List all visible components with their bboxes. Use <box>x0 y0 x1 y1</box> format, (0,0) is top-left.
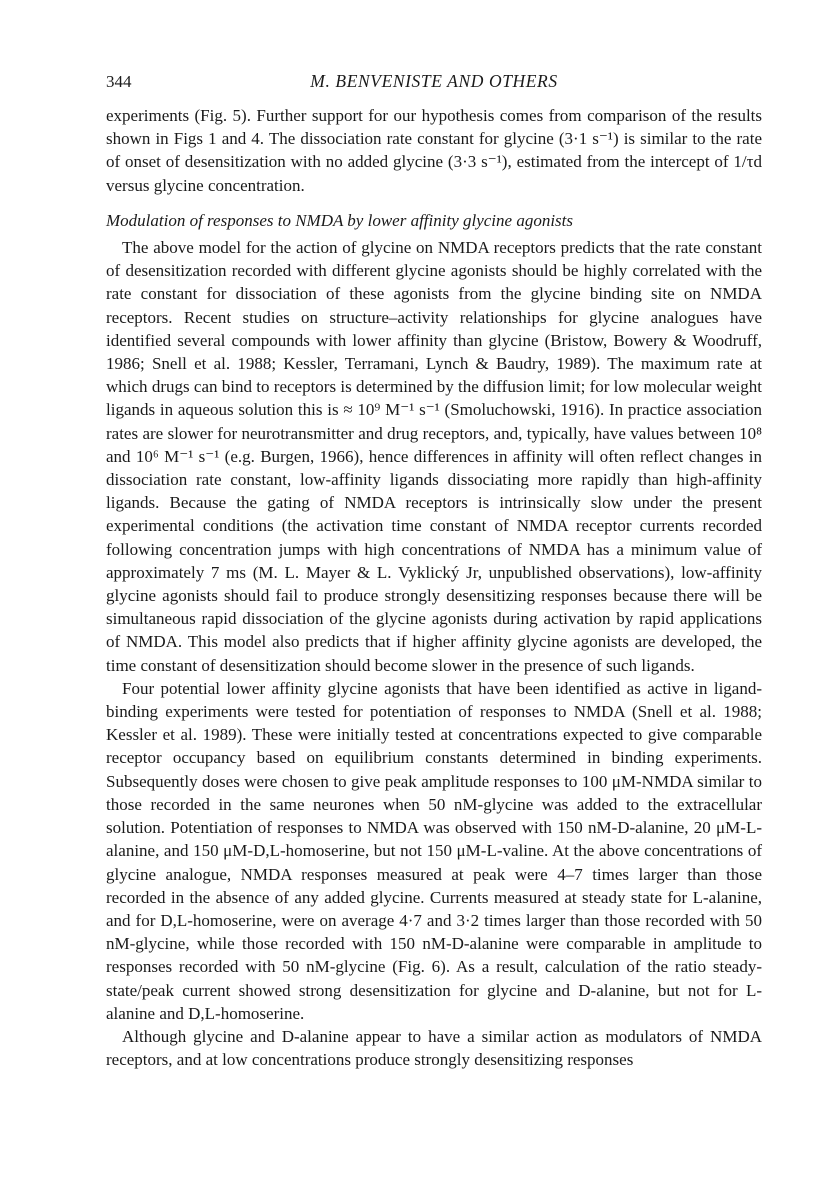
section-heading: Modulation of responses to NMDA by lower affinity glycine agonists <box>106 210 573 230</box>
paragraph-final: Although glycine and D-alanine appear to have a similar action as modulators of NMDA receptors, and at low concentrations produce strongly desensitizing responses <box>106 1026 762 1070</box>
paragraph-model: The above model for the action of glycine on NMDA receptors predicts that the rate constant of desensitization recorded with different glycine agonists should be highly correlated with the rate constant for dissociation of these agonists from the glycine binding site on NMDA receptors. Recent studies on structure–activity relationships for glycine analogues have identified several compounds with lower affinity than glycine (Bristow, Bowery & Woodruff, 1986; Snell et al. 1988; Kessler, Terramani, Lynch & Baudry, 1989). The maximum rate at which drugs can bind to receptors is determined by the diffusion limit; for low molecular weight ligands in aqueous solution this is ≈ 10⁹ M⁻¹ s⁻¹ (Smoluchowski, 1916). In practice association rates are slower for neurotransmitter and drug receptors, and, typically, have values between 10⁸ and 10⁶ M⁻¹ s⁻¹ (e.g. Burgen, 1966), hence differences in affinity will often reflect changes in dissociation rate constant, low-affinity ligands dissociating more rapidly than high-affinity ligands. Because the gating of NMDA receptors is intrinsically slow under the present experimental conditions (the activation time constant of NMDA receptor currents recorded following concentration jumps with high concentrations of NMDA has a minimum value of approximately 7 ms (M. L. Mayer & L. Vyklický Jr, unpublished observations), low-affinity glycine agonists should fail to produce strongly desensitizing responses because there will be simultaneous rapid dissociation of the glycine agonists during activation by rapid applications of NMDA. This model also predicts that if higher affinity glycine agonists are developed, the time constant of desensitization should become slower in the presence of such ligands. <box>106 238 762 675</box>
paragraph-continuation: experiments (Fig. 5). Further support for our hypothesis comes from comparison of the results shown in Figs 1 and 4. The dissociation rate constant for glycine (3·1 s⁻¹) is similar to the rate of onset of desensitization with no added glycine (3·3 s⁻¹), estimated from the intercept of 1/τd versus glycine concentration. <box>106 106 762 195</box>
paragraph-agonists: Four potential lower affinity glycine agonists that have been identified as active in ligand-binding experiments were tested for potentiation of responses to NMDA (Snell et al. 1988; Kessler et al. 1989). These were initially tested at concentrations expected to give comparable receptor occupancy based on equilibrium constants determined in binding experiments. Subsequently doses were chosen to give peak amplitude responses to 100 μM-NMDA similar to those recorded in the same neurones when 50 nM-glycine was added to the extracellular solution. Potentiation of responses to NMDA was observed with 150 nM-D-alanine, 20 μM-L-alanine, and 150 μM-D,L-homoserine, but not 150 μM-L-valine. At the above concentrations of glycine analogue, NMDA responses measured at peak were 4–7 times larger than those recorded in the absence of any added glycine. Currents measured at steady state for L-alanine, and for D,L-homoserine, were on average 4·7 and 3·2 times larger than those recorded with 50 nM-glycine, while those recorded with 150 nM-D-alanine were comparable in amplitude to responses recorded with 50 nM-glycine (Fig. 6). As a result, calculation of the ratio steady-state/peak current showed strong desensitization for glycine and D-alanine, but not for L-alanine and D,L-homoserine. <box>106 678 762 1023</box>
page-header <box>106 70 762 96</box>
running-head: M. BENVENISTE AND OTHERS <box>310 71 558 91</box>
page-number: 344 <box>106 72 132 91</box>
journal-page <box>106 70 762 1071</box>
